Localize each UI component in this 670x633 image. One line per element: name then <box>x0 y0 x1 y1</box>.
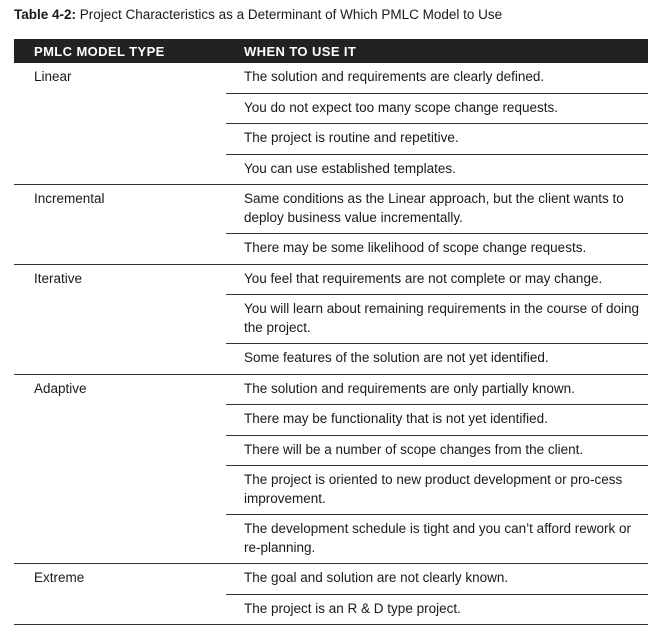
when-to-use-cell: The development schedule is tight and you can’t afford rework or re-planning. <box>226 515 648 564</box>
model-type-cell-empty <box>14 436 226 467</box>
table-row <box>14 564 648 595</box>
model-type-cell-empty <box>14 344 226 375</box>
when-to-use-cell: The project is an R & D type project. <box>226 595 648 626</box>
table-row <box>14 155 648 186</box>
when-to-use-cell: Some features of the solution are not yet identified. <box>226 344 648 375</box>
when-to-use-cell: The goal and solution are not clearly known. <box>226 564 648 595</box>
caption-title: Project Characteristics as a Determinant of Which PMLC Model to Use <box>79 7 503 22</box>
model-type-cell: Linear <box>34 69 72 84</box>
caption-label: Table 4-2: <box>14 7 77 22</box>
model-type-cell-empty <box>14 94 226 125</box>
model-type-cell: Extreme <box>34 570 85 585</box>
when-to-use-cell: You can use established templates. <box>226 155 648 186</box>
when-to-use-cell: The project is routine and repetitive. <box>226 124 648 155</box>
model-type-cell-empty <box>14 466 226 515</box>
when-to-use-cell: You do not expect too many scope change requests. <box>226 94 648 125</box>
table-caption <box>14 6 502 24</box>
model-type-cell-empty <box>14 155 226 186</box>
table-row <box>14 515 648 564</box>
model-type-cell: Incremental <box>34 191 105 206</box>
table-row <box>14 124 648 155</box>
when-to-use-cell: The project is oriented to new product development or pro-cess improvement. <box>226 466 648 515</box>
table-row <box>14 265 648 296</box>
table-row <box>14 466 648 515</box>
model-type-cell-empty <box>14 405 226 436</box>
when-to-use-cell: There may be some likelihood of scope change requests. <box>226 234 648 265</box>
table-row <box>14 344 648 375</box>
table-row <box>14 234 648 265</box>
table-row <box>14 405 648 436</box>
table-row <box>14 63 648 94</box>
table-row <box>14 295 648 344</box>
pmlc-table <box>14 39 648 625</box>
when-to-use-cell: You feel that requirements are not complete or may change. <box>226 265 648 296</box>
header-model-type: PMLC MODEL TYPE <box>34 43 165 59</box>
table-row <box>14 185 648 234</box>
model-type-cell-empty <box>14 124 226 155</box>
table-row <box>14 375 648 406</box>
when-to-use-cell: The solution and requirements are clearly defined. <box>226 63 648 94</box>
table-body <box>14 63 648 625</box>
table-row <box>14 595 648 626</box>
model-type-cell-empty <box>14 234 226 265</box>
model-type-cell-empty <box>14 515 226 564</box>
model-type-cell: Iterative <box>34 270 83 286</box>
table-header <box>14 39 648 63</box>
table-row <box>14 94 648 125</box>
table-row <box>14 436 648 467</box>
when-to-use-cell: You will learn about remaining requirements in the course of doing the project. <box>226 295 648 344</box>
model-type-cell: Adaptive <box>34 380 87 396</box>
header-when-to-use: WHEN TO USE IT <box>244 43 357 59</box>
when-to-use-cell: There may be functionality that is not yet identified. <box>226 405 648 436</box>
model-type-cell-empty <box>14 595 226 626</box>
when-to-use-cell: Same conditions as the Linear approach, but the client wants to deploy business value incrementally. <box>226 185 648 234</box>
when-to-use-cell: The solution and requirements are only partially known. <box>226 375 648 406</box>
model-type-cell-empty <box>14 295 226 344</box>
when-to-use-cell: There will be a number of scope changes from the client. <box>226 436 648 467</box>
